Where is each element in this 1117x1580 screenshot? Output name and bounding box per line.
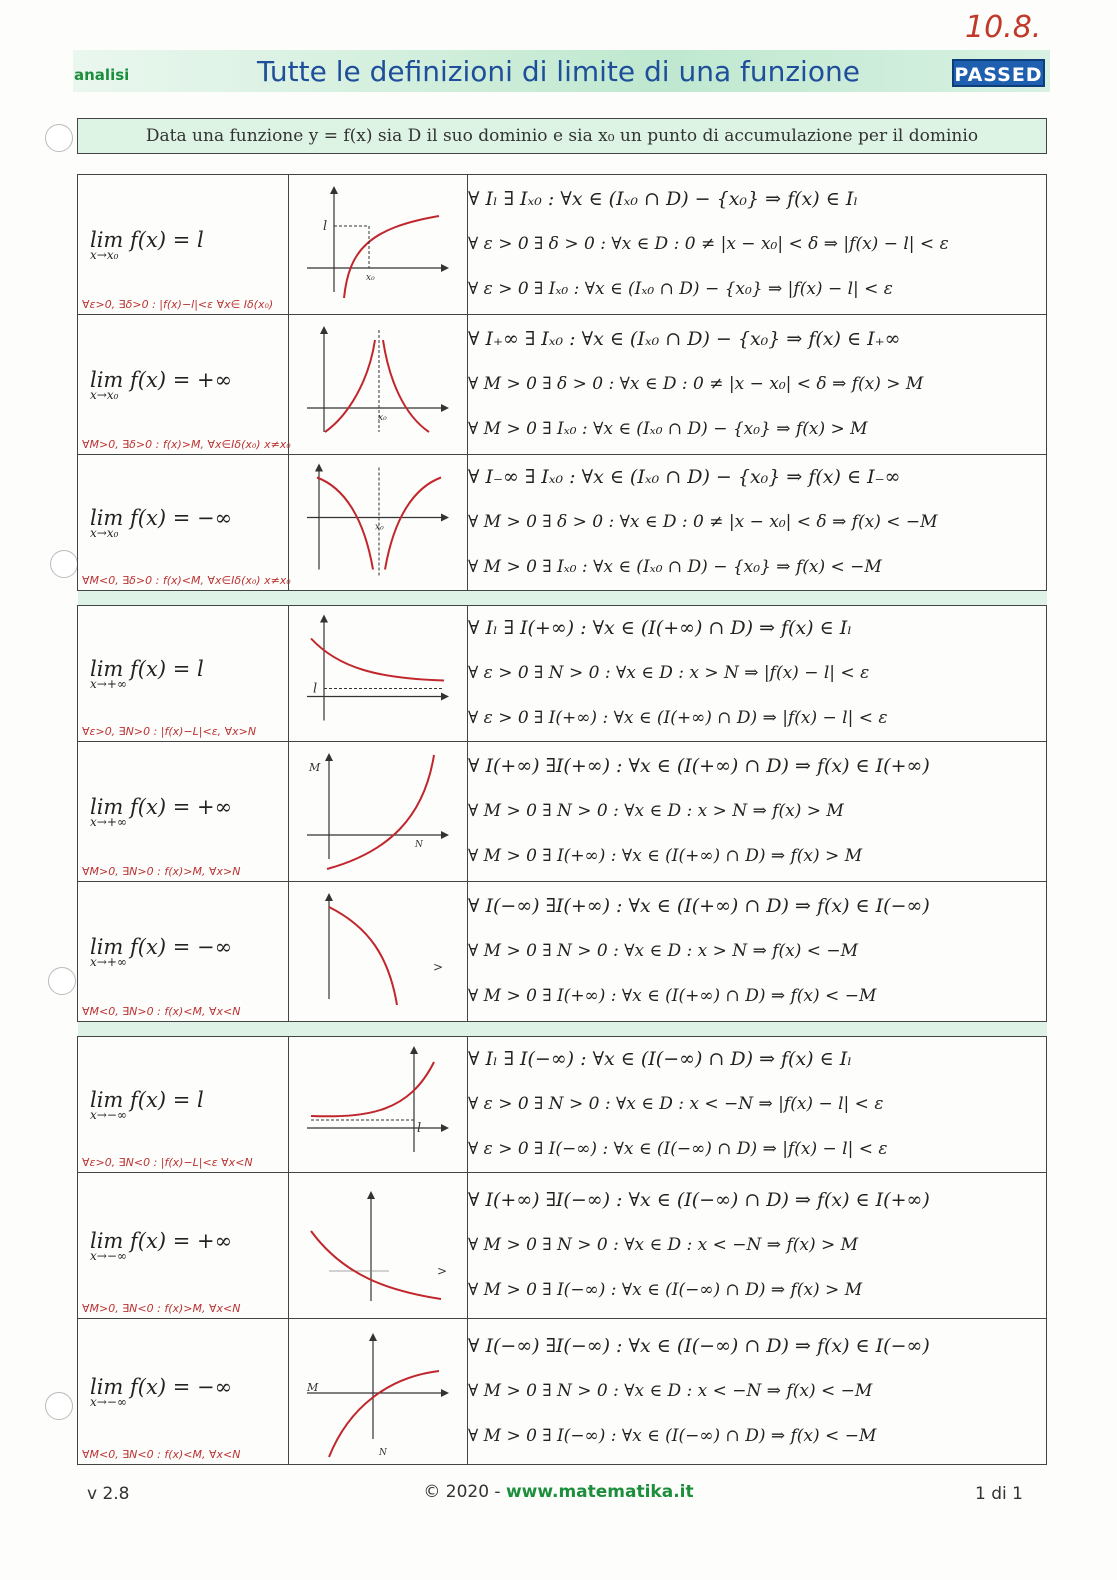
punch-hole [48, 967, 76, 995]
version-label: v 2.8 [87, 1484, 130, 1504]
definition-epsilon: ∀ M > 0 ∃ N > 0 : ∀x ∈ D : x > N ⇒ f(x) < −M [468, 941, 859, 961]
page-number: 1 di 1 [975, 1484, 1023, 1504]
handwritten-note: ∀ε>0, ∃N>0 : |f(x)−L|<ε, ∀x>N [82, 725, 257, 738]
graph-cell [289, 315, 468, 455]
copyright-text: © 2020 - [423, 1482, 506, 1502]
definition-mixed: ∀ ε > 0 ∃ I(−∞) : ∀x ∈ (I(−∞) ∩ D) ⇒ |f(x) − l| < ε [468, 1139, 888, 1159]
svg-text:l: l [323, 218, 328, 234]
graph-cell [289, 1173, 468, 1319]
definition-mixed: ∀ M > 0 ∃ I(−∞) : ∀x ∈ (I(−∞) ∩ D) ⇒ f(x) < −M [468, 1426, 877, 1446]
svg-text:x₀: x₀ [366, 272, 375, 283]
limit-subscript: x→x₀ [90, 247, 119, 262]
svg-text:N: N [415, 839, 423, 850]
definition-neighborhood: ∀ I(+∞) ∃I(−∞) : ∀x ∈ (I(−∞) ∩ D) ⇒ f(x) ∈ I(+∞) [468, 1189, 930, 1211]
handwritten-stamp: 10.8. [965, 10, 1042, 45]
limit-expression: lim f(x) = +∞ [90, 1228, 233, 1253]
limit-subscript: x→+∞ [90, 676, 127, 691]
definition-neighborhood: ∀ I(+∞) ∃I(+∞) : ∀x ∈ (I(+∞) ∩ D) ⇒ f(x) ∈ I(+∞) [468, 755, 930, 777]
limit-cell [78, 742, 289, 882]
handwritten-note: ∀M<0, ∃N>0 : f(x)<M, ∀x<N [82, 1005, 241, 1018]
punch-hole [50, 550, 78, 578]
limit-row [78, 455, 1047, 591]
punch-hole [45, 1392, 73, 1420]
definition-mixed: ∀ M > 0 ∃ I(+∞) : ∀x ∈ (I(+∞) ∩ D) ⇒ f(x) < −M [468, 986, 877, 1006]
limit-expression: lim f(x) = −∞ [90, 1374, 233, 1399]
definition-neighborhood: ∀ Iₗ ∃ I(+∞) : ∀x ∈ (I(+∞) ∩ D) ⇒ f(x) ∈ Iₗ [468, 617, 852, 639]
definition-mixed: ∀ ε > 0 ∃ Iₓ₀ : ∀x ∈ (Iₓ₀ ∩ D) − {x₀} ⇒ |f(x) − l| < ε [468, 279, 893, 299]
limit-subscript: x→+∞ [90, 814, 127, 829]
svg-text:M: M [307, 1380, 319, 1394]
svg-text:N: N [379, 1447, 387, 1458]
svg-text:x₀: x₀ [375, 522, 384, 533]
definition-neighborhood: ∀ I(−∞) ∃I(+∞) : ∀x ∈ (I(+∞) ∩ D) ⇒ f(x) ∈ I(−∞) [468, 895, 930, 917]
limit-row [78, 606, 1047, 742]
handwritten-note: ∀M>0, ∃N<0 : f(x)>M, ∀x<N [82, 1302, 241, 1315]
handwritten-note: ∀ε>0, ∃δ>0 : |f(x)−l|<ε ∀x∈ Iδ(x₀) [82, 298, 274, 311]
definition-neighborhood: ∀ Iₗ ∃ Iₓ₀ : ∀x ∈ (Iₓ₀ ∩ D) − {x₀} ⇒ f(x) ∈ Iₗ [468, 188, 858, 210]
definition-epsilon: ∀ M > 0 ∃ δ > 0 : ∀x ∈ D : 0 ≠ |x − x₀| < δ ⇒ f(x) > M [468, 374, 924, 394]
limit-graph [289, 457, 465, 588]
limit-cell [78, 455, 289, 591]
limit-cell [78, 1173, 289, 1319]
definitions-cell [468, 882, 1047, 1022]
definition-epsilon: ∀ ε > 0 ∃ N > 0 : ∀x ∈ D : x < −N ⇒ |f(x) − l| < ε [468, 1094, 884, 1114]
subject-label: analisi [74, 66, 130, 84]
footer-copyright [0, 1482, 1117, 1502]
graph-cell [289, 742, 468, 882]
definition-mixed: ∀ ε > 0 ∃ I(+∞) : ∀x ∈ (I(+∞) ∩ D) ⇒ |f(x) − l| < ε [468, 708, 888, 728]
limit-cell [78, 606, 289, 742]
limit-cell [78, 315, 289, 455]
definition-epsilon: ∀ ε > 0 ∃ N > 0 : ∀x ∈ D : x > N ⇒ |f(x) − l| < ε [468, 663, 870, 683]
limit-row [78, 882, 1047, 1022]
section-separator [78, 591, 1047, 606]
graph-cell [289, 455, 468, 591]
svg-text:>: > [437, 1263, 448, 1278]
definition-neighborhood: ∀ Iₗ ∃ I(−∞) : ∀x ∈ (I(−∞) ∩ D) ⇒ f(x) ∈ Iₗ [468, 1048, 852, 1070]
limit-graph [289, 884, 465, 1020]
definitions-cell [468, 742, 1047, 882]
definition-epsilon: ∀ M > 0 ∃ N > 0 : ∀x ∈ D : x < −N ⇒ f(x) > M [468, 1235, 859, 1255]
definitions-cell [468, 1319, 1047, 1465]
punch-hole [45, 124, 73, 152]
limit-row [78, 742, 1047, 882]
definition-mixed: ∀ M > 0 ∃ I(+∞) : ∀x ∈ (I(+∞) ∩ D) ⇒ f(x) > M [468, 846, 863, 866]
definition-epsilon: ∀ M > 0 ∃ N > 0 : ∀x ∈ D : x > N ⇒ f(x) > M [468, 801, 844, 821]
definition-epsilon: ∀ ε > 0 ∃ δ > 0 : ∀x ∈ D : 0 ≠ |x − x₀| < δ ⇒ |f(x) − l| < ε [468, 234, 949, 254]
limit-cell [78, 1319, 289, 1465]
limit-expression: lim f(x) = l [90, 227, 204, 252]
handwritten-note: ∀M>0, ∃δ>0 : f(x)>M, ∀x∈Iδ(x₀) x≠x₀ [82, 438, 291, 451]
limit-row [78, 175, 1047, 315]
svg-text:M: M [309, 760, 321, 774]
limit-subscript: x→−∞ [90, 1394, 127, 1409]
limit-expression: lim f(x) = +∞ [90, 794, 233, 819]
limit-graph [289, 1039, 465, 1171]
definition-mixed: ∀ M > 0 ∃ Iₓ₀ : ∀x ∈ (Iₓ₀ ∩ D) − {x₀} ⇒ f(x) < −M [468, 557, 882, 577]
limit-subscript: x→−∞ [90, 1107, 127, 1122]
limit-subscript: x→x₀ [90, 525, 119, 540]
limit-graph [289, 177, 465, 313]
limit-expression: lim f(x) = −∞ [90, 934, 233, 959]
svg-text:l: l [313, 681, 318, 697]
definitions-cell [468, 1037, 1047, 1173]
limit-graph [289, 1321, 465, 1463]
limit-expression: lim f(x) = l [90, 656, 204, 681]
definition-neighborhood: ∀ I₋∞ ∃ Iₓ₀ : ∀x ∈ (Iₓ₀ ∩ D) − {x₀} ⇒ f(x) ∈ I₋∞ [468, 466, 901, 488]
definition-epsilon: ∀ M > 0 ∃ δ > 0 : ∀x ∈ D : 0 ≠ |x − x₀| < δ ⇒ f(x) < −M [468, 512, 938, 532]
limit-graph [289, 608, 465, 739]
separator-cell [78, 1022, 1047, 1037]
limit-row [78, 1173, 1047, 1319]
limit-cell [78, 1037, 289, 1173]
definitions-cell [468, 1173, 1047, 1319]
limit-subscript: x→−∞ [90, 1248, 127, 1263]
svg-text:l: l [417, 1120, 422, 1136]
limit-graph [289, 744, 465, 880]
graph-cell [289, 1319, 468, 1465]
limit-row [78, 1037, 1047, 1173]
page-title: Tutte le definizioni di limite di una funzione [257, 55, 860, 88]
limit-expression: lim f(x) = −∞ [90, 505, 233, 530]
definition-mixed: ∀ M > 0 ∃ I(−∞) : ∀x ∈ (I(−∞) ∩ D) ⇒ f(x) > M [468, 1280, 863, 1300]
limit-row [78, 1319, 1047, 1465]
definitions-cell [468, 175, 1047, 315]
limit-cell [78, 882, 289, 1022]
limits-table [77, 174, 1047, 1465]
graph-cell [289, 1037, 468, 1173]
separator-cell [78, 591, 1047, 606]
limit-graph [289, 317, 465, 453]
handwritten-note: ∀ε>0, ∃N<0 : |f(x)−L|<ε ∀x<N [82, 1156, 253, 1169]
definitions-cell [468, 606, 1047, 742]
definition-neighborhood: ∀ I₊∞ ∃ Iₓ₀ : ∀x ∈ (Iₓ₀ ∩ D) − {x₀} ⇒ f(x) ∈ I₊∞ [468, 328, 901, 350]
definition-neighborhood: ∀ I(−∞) ∃I(−∞) : ∀x ∈ (I(−∞) ∩ D) ⇒ f(x) ∈ I(−∞) [468, 1335, 930, 1357]
limit-row [78, 315, 1047, 455]
intro-box: Data una funzione y = f(x) sia D il suo dominio e sia x₀ un punto di accumulazione per il dominio [77, 118, 1047, 154]
limit-expression: lim f(x) = l [90, 1087, 204, 1112]
limit-cell [78, 175, 289, 315]
svg-text:x₀: x₀ [378, 412, 387, 423]
site-link[interactable]: www.matematika.it [505, 1482, 694, 1502]
limit-expression: lim f(x) = +∞ [90, 367, 233, 392]
limit-subscript: x→x₀ [90, 387, 119, 402]
graph-cell [289, 882, 468, 1022]
handwritten-note: ∀M>0, ∃N>0 : f(x)>M, ∀x>N [82, 865, 241, 878]
svg-text:>: > [433, 959, 444, 974]
graph-cell [289, 175, 468, 315]
definition-mixed: ∀ M > 0 ∃ Iₓ₀ : ∀x ∈ (Iₓ₀ ∩ D) − {x₀} ⇒ f(x) > M [468, 419, 868, 439]
handwritten-note: ∀M<0, ∃N<0 : f(x)<M, ∀x<N [82, 1448, 241, 1461]
graph-cell [289, 606, 468, 742]
limit-subscript: x→+∞ [90, 954, 127, 969]
definitions-cell [468, 455, 1047, 591]
section-separator [78, 1022, 1047, 1037]
handwritten-note: ∀M<0, ∃δ>0 : f(x)<M, ∀x∈Iδ(x₀) x≠x₀ [82, 574, 291, 587]
limit-graph [289, 1175, 465, 1317]
passed-badge: PASSED [952, 59, 1045, 87]
definitions-cell [468, 315, 1047, 455]
definition-epsilon: ∀ M > 0 ∃ N > 0 : ∀x ∈ D : x < −N ⇒ f(x) < −M [468, 1381, 873, 1401]
